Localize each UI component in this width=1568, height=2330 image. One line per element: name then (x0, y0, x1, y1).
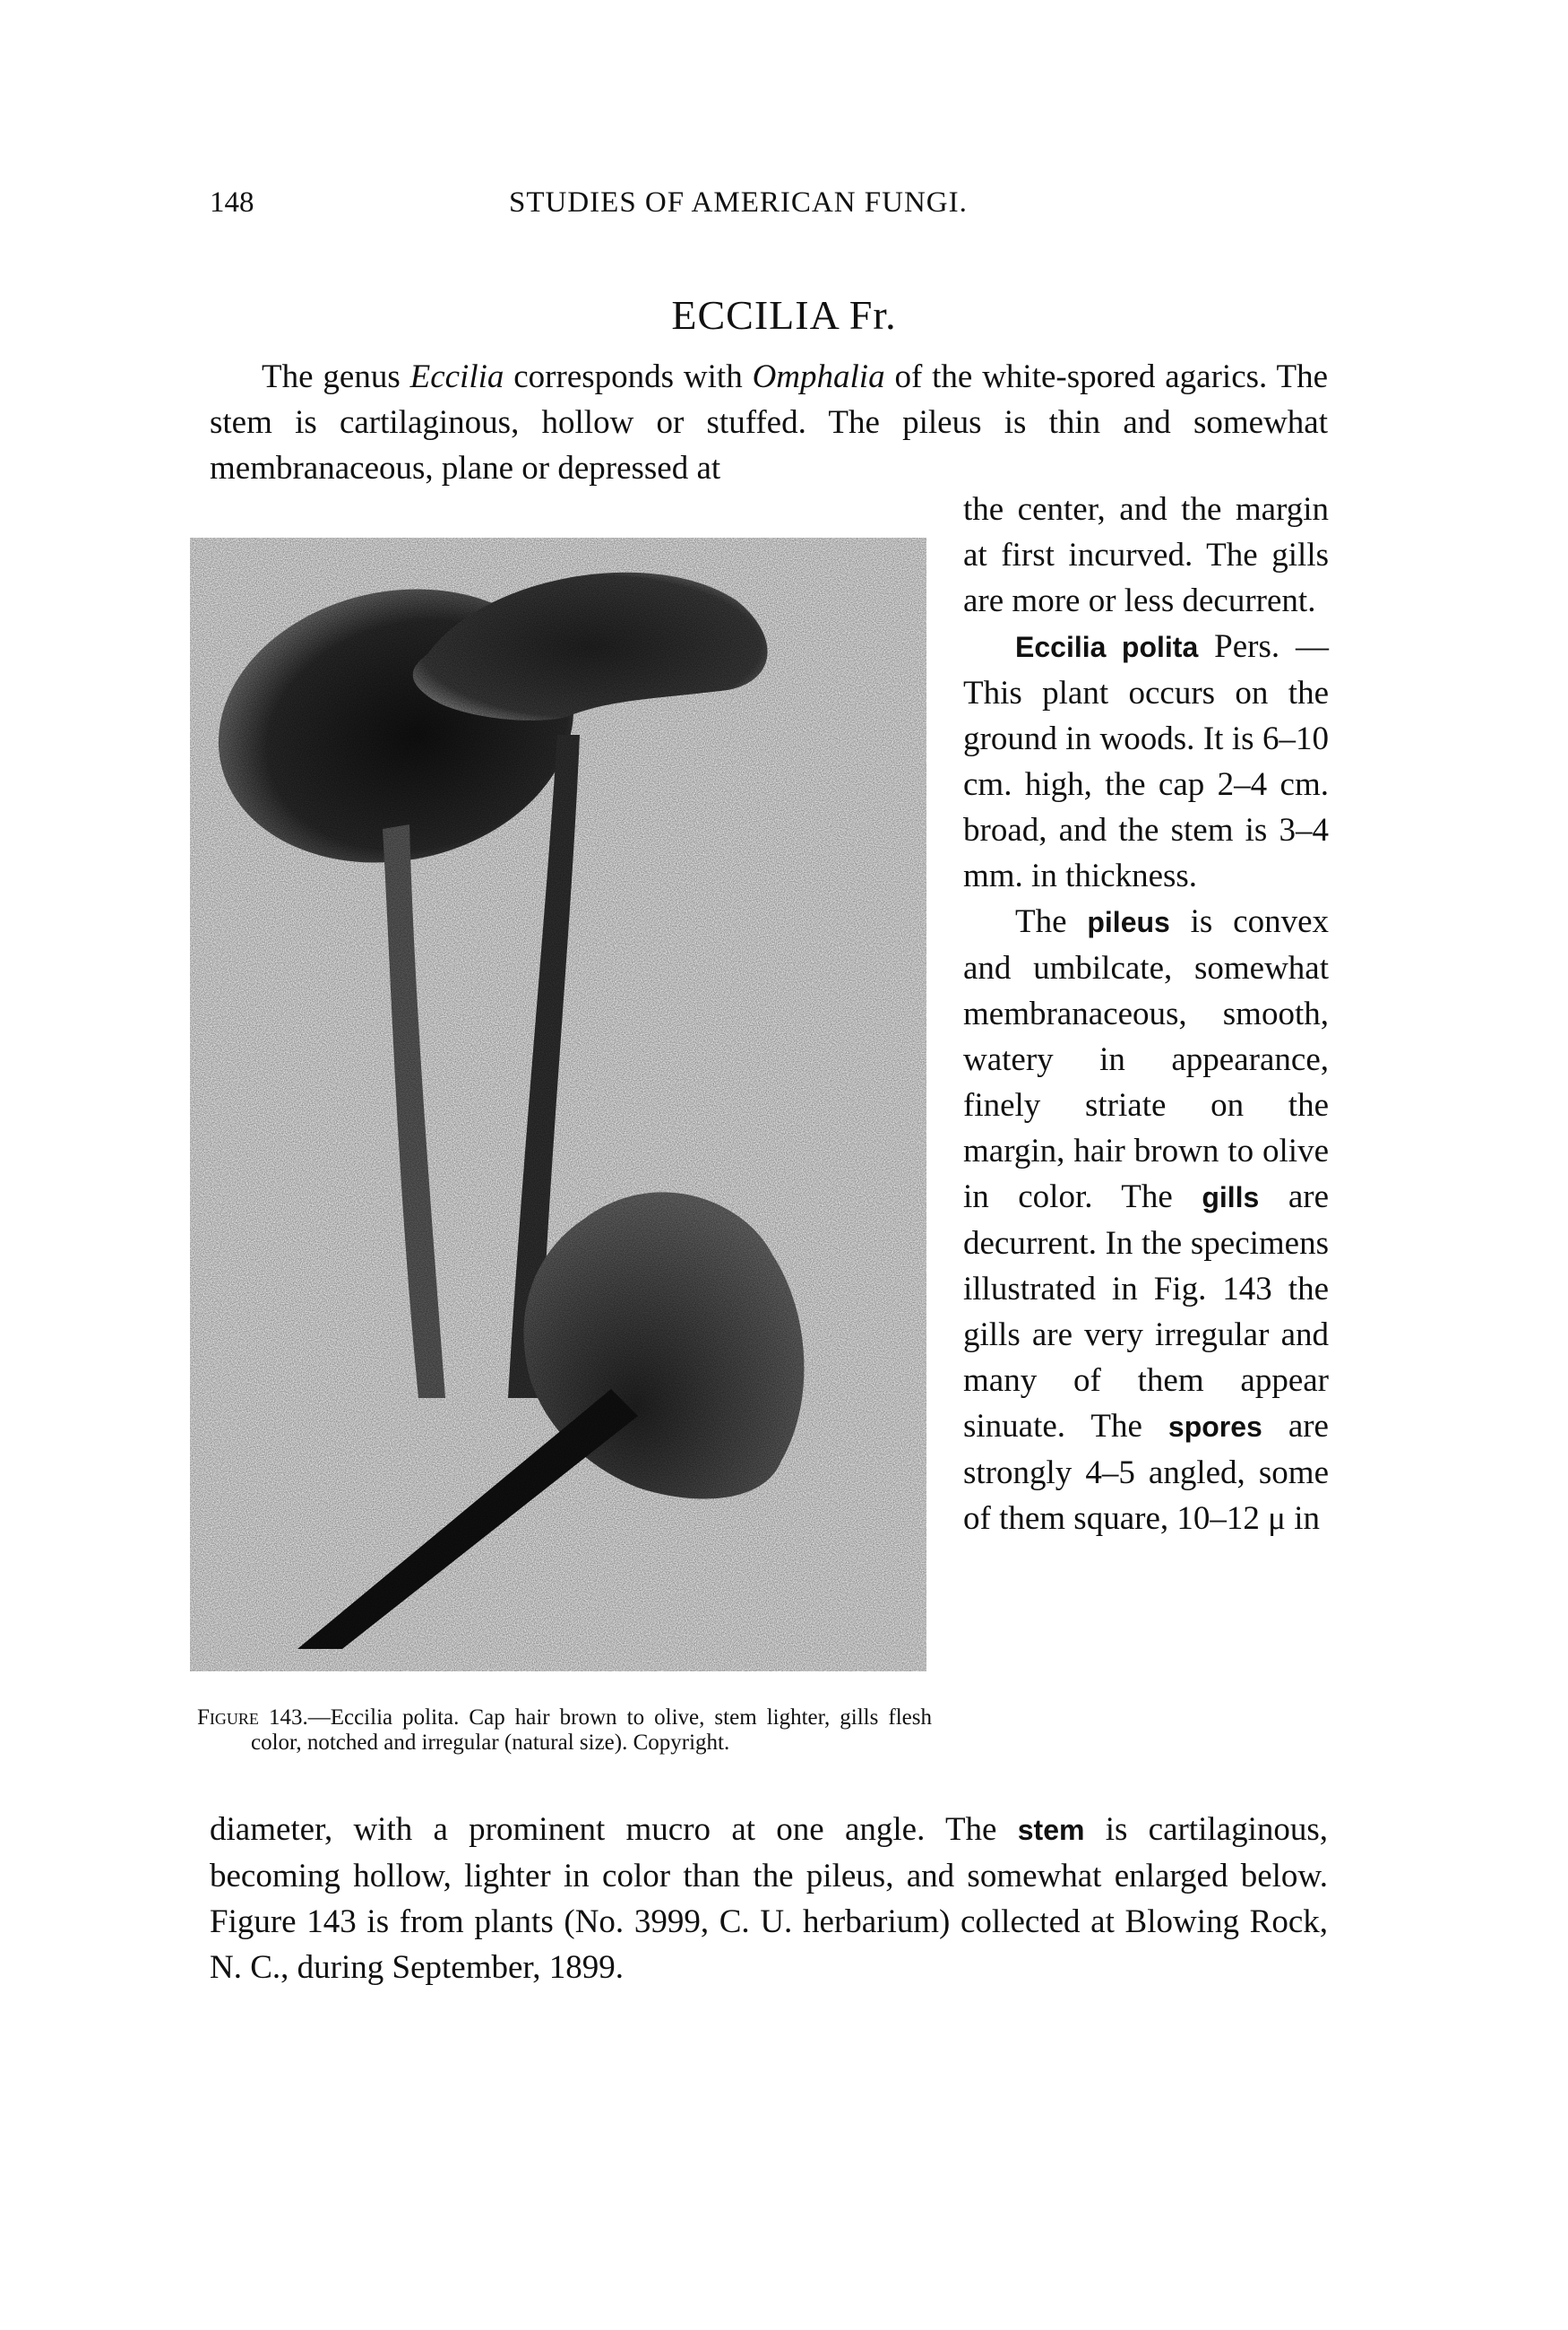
running-head (210, 186, 1330, 231)
genus-name: Eccilia (409, 358, 504, 395)
species-text: Pers. —This plant occurs on the ground in woods. It is 6–10 cm. high, the cap 2–4 cm. broad, and the stem is 3–4 mm. in thickness. (963, 628, 1329, 894)
term-spores: spores (1167, 1411, 1262, 1443)
genus-description-end: the center, and the margin at first incurved. The gills are more or less decurrent. (963, 491, 1329, 619)
species-paragraph (963, 624, 1329, 899)
intro-text: of the white-spored agarics. The stem is cartilaginous, hollow or stuffed. The pileus is thin and somewhat membranaceous, plane or depressed at (210, 358, 1328, 487)
caption-label: Figure 143. (197, 1705, 308, 1730)
halftone-grain (190, 538, 926, 1671)
intro-text: The genus (262, 358, 410, 395)
side-column (963, 487, 1329, 1541)
genus-name: Omphalia (752, 358, 885, 395)
pileus-paragraph (963, 899, 1329, 1541)
page-number: 148 (210, 186, 254, 219)
text: is convex and umbilcate, somewhat membranaceous, smooth, watery in appearance, finely striate on the margin, hair brown to olive in color. The (963, 903, 1329, 1215)
term-pileus: pileus (1087, 906, 1170, 938)
species-name: Eccilia polita (1015, 631, 1199, 663)
text: are decurrent. In the specimens illustrated in Fig. 143 the gills are very irregular and many of them appear sinuate. The (963, 1178, 1329, 1445)
running-title: STUDIES OF AMERICAN FUNGI. (509, 186, 968, 219)
intro-paragraph (210, 354, 1328, 491)
text: are strongly 4–5 angled, some of them square, 10–12 μ in (963, 1408, 1329, 1537)
figure-caption (197, 1705, 932, 1756)
caption-text: —Eccilia polita. Cap hair brown to olive, stem lighter, gills flesh color, notched and irregular (natural size). Copyright. (251, 1705, 932, 1755)
mushroom-photo (190, 538, 926, 1671)
text: is cartilaginous, becoming hollow, lighter in color than the pileus, and somewhat enlarged below. Figure 143 is from plants (No. 3999, C. U. herbarium) collected at Blowing Rock, N. C., during September, 1899. (210, 1811, 1328, 1986)
section-title: ECCILIA Fr. (671, 292, 897, 338)
text: diameter, with a prominent mucro at one angle. The (210, 1811, 1018, 1848)
term-gills: gills (1202, 1181, 1260, 1213)
figure-143 (190, 538, 926, 1671)
text: The (1015, 903, 1088, 940)
term-stem: stem (1017, 1814, 1085, 1846)
intro-text: corresponds with (504, 358, 753, 395)
bottom-paragraph (210, 1807, 1328, 1990)
